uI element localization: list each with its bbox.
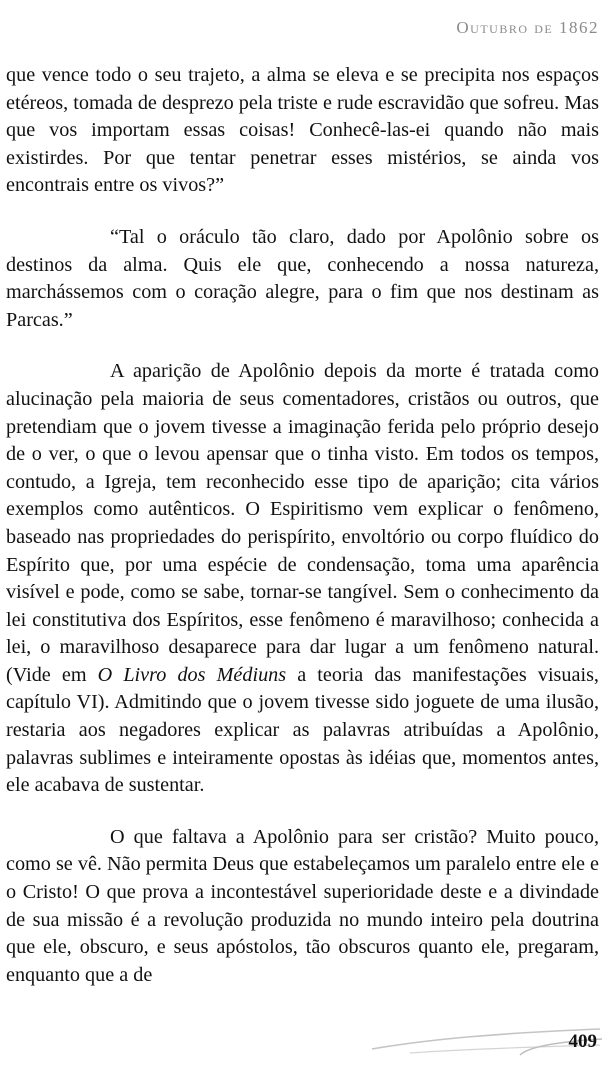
page-footer: [0, 1009, 607, 1069]
paragraph-3-text-a: A aparição de Apolônio depois da morte é tratada como alucinação pela maioria de seus comentadores, cristãos ou outros, que pretendiam que o jovem tivesse a imaginação ferida pelo próprio desejo de o ver, o que o levou apensar que o tinha visto. Em todos os tempos, contudo, a Igreja, tem reconhecido esse tipo de aparição; cita vários exemplos como autênticos. O Espiritismo vem explicar o fenômeno, baseado nas propriedades do perispírito, envoltório ou corpo fluídico do Espírito que, por uma espécie de condensação, toma uma aparência visível e pode, como se sabe, tornar-se tangível. Sem o conhecimento da lei constitutiva dos Espíritos, esse fenômeno é maravilhoso; conhecida a lei, o maravilhoso desaparece para dar lugar a um fenômeno natural. (Vide em: [6, 360, 599, 686]
running-header: Outubro de 1862: [456, 18, 599, 37]
page-body: [6, 62, 599, 989]
page-number: 409: [568, 1031, 597, 1052]
paragraph-2: “Tal o oráculo tão claro, dado por Apolônio sobre os destinos da alma. Quis ele que, conhecendo a nossa natureza, marchássemos com o coração alegre, para o fim que nos destinam as Parcas.”: [6, 225, 599, 331]
paragraph-3: [6, 358, 599, 800]
paragraph-3-text-b: a teoria das manifestações visuais, capítulo VI). Admitindo que o jovem tivesse sido joguete de uma ilusão, restaria aos negadores explicar as palavras atribuídas a Apolônio, palavras sublimes e inteiramente opostas às idéias que, momentos antes, ele acabava de sustentar.: [6, 663, 599, 797]
paragraph-1: que vence todo o seu trajeto, a alma se eleva e se precipita nos espaços etéreos, tomada de desprezo pela triste e rude escravidão que sofreu. Mas que vos importam essas coisas! Conhecê-las-ei quando não mais existirdes. Por que tentar penetrar esses mistérios, se ainda vos encontrais entre os vivos?”: [6, 64, 599, 197]
paragraph-4: O que faltava a Apolônio para ser cristão? Muito pouco, como se vê. Não permita Deus que estabeleçamos um paralelo entre ele e o Cristo! O que prova a incontestável superioridade deste e a divindade de sua missão é a revolução produzida no mundo inteiro pela doutrina que ele, obscuro, e seus apóstolos, tão obscuros quanto ele, pregaram, enquanto que a de: [6, 825, 599, 986]
book-title-italic: O Livro dos Médiuns: [97, 663, 287, 686]
